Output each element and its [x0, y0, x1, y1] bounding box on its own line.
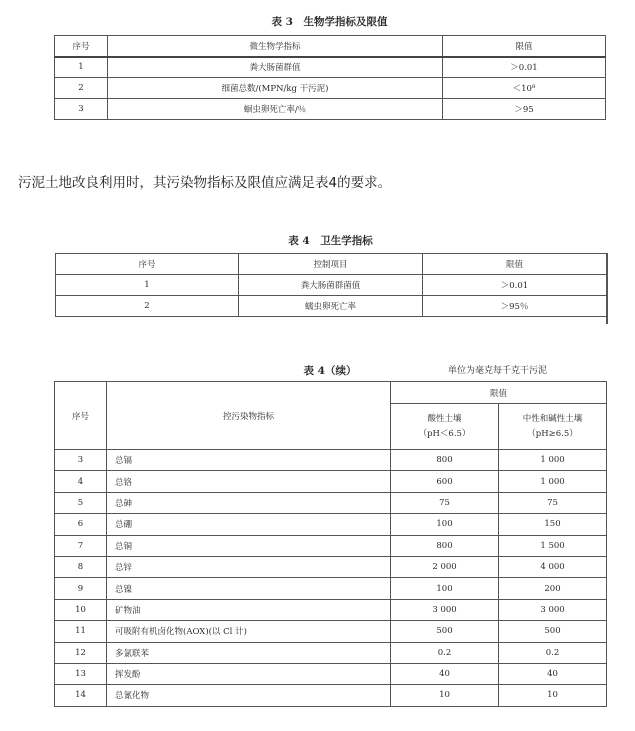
table4-cont-cell-item: 总砷: [107, 492, 391, 513]
table4-cont-cell-no: 9: [55, 578, 107, 599]
table-row: [55, 57, 606, 78]
table3-cell-limit: ＞0.01: [443, 57, 606, 78]
table4-cont-cell-item: 多氯联苯: [107, 642, 391, 663]
table4-cont-cell-alkaline: 1 000: [499, 471, 607, 492]
table4-cont-cell-item: 总氰化物: [107, 685, 391, 706]
table4-cont-cell-alkaline: 10: [499, 685, 607, 706]
table3-caption: 表 3 生物学指标及限值: [271, 16, 388, 28]
table-row: [55, 685, 607, 706]
table4-cont-header-acid-line2: （pH＜6.5）: [418, 428, 471, 439]
table4-cont-cell-no: 5: [55, 492, 107, 513]
table3-cell-item: 粪大肠菌群值: [108, 57, 443, 78]
table3-header-row: [55, 36, 606, 57]
table4-cell-no: 1: [56, 275, 239, 296]
table4-cont-cell-no: 7: [55, 535, 107, 556]
table4-cont-header-limit: 限值: [391, 382, 607, 404]
table3-header-limit: 限值: [443, 36, 606, 57]
table-row: [55, 578, 607, 599]
table4-cont-cell-no: 11: [55, 621, 107, 642]
table4-cont-caption: 表 4（续）: [303, 365, 357, 377]
table4-cont-cell-alkaline: 1 500: [499, 535, 607, 556]
table4-cell-limit: ＞95％: [423, 296, 607, 317]
table4-cont-cell-acid: 3 000: [391, 599, 499, 620]
table4-cont-cell-acid: 800: [391, 535, 499, 556]
table3-cell-limit: ＜10⁸: [443, 78, 606, 99]
table4-cont-cell-acid: 2 000: [391, 556, 499, 577]
table4-cont-cell-acid: 75: [391, 492, 499, 513]
table4-cont-cell-acid: 600: [391, 471, 499, 492]
table4-cont-cell-alkaline: 40: [499, 663, 607, 684]
table4-cont-cell-item: 总硼: [107, 514, 391, 535]
table4-cont-cell-no: 6: [55, 514, 107, 535]
table-row: [56, 296, 607, 317]
table-row: [55, 663, 607, 684]
table3-cell-limit: ＞95: [443, 99, 606, 120]
table-row: [55, 492, 607, 513]
table4-header-limit: 限值: [423, 254, 607, 275]
table4-cont-cell-no: 12: [55, 642, 107, 663]
table4-cont-cell-item: 可吸附有机卤化物(AOX)(以 Cl 计): [107, 621, 391, 642]
table4-cont-cell-item: 总镉: [107, 450, 391, 471]
table4-cont-unit: 单位为毫克每千克干污泥: [448, 366, 548, 376]
table4-cont-cell-acid: 100: [391, 578, 499, 599]
table-row: [55, 471, 607, 492]
table4-cont-body: [55, 450, 607, 707]
table-row: [55, 99, 606, 120]
table3-cell-no: 1: [55, 57, 108, 78]
table4: [55, 253, 607, 317]
table4-cont-cell-acid: 500: [391, 621, 499, 642]
table4-cont-cell-no: 4: [55, 471, 107, 492]
table-row: [55, 535, 607, 556]
table4-header-item: 控制项目: [239, 254, 423, 275]
table-row: [55, 514, 607, 535]
table4-cont-cell-acid: 40: [391, 663, 499, 684]
table4-cont-header-no: 序号: [55, 382, 107, 450]
table3-cell-no: 3: [55, 99, 108, 120]
table4-cont-cell-alkaline: 4 000: [499, 556, 607, 577]
table4-cont-cell-no: 8: [55, 556, 107, 577]
body-paragraph: 污泥土地改良利用时，其污染物指标及限值应满足表4的要求。: [18, 175, 392, 191]
table4-cont-header-alkaline: [499, 404, 607, 450]
table4-cont-header-alkaline-line2: （pH≥6.5）: [527, 428, 578, 439]
table4-cell-no: 2: [56, 296, 239, 317]
table4-cell-item: 蠕虫卵死亡率: [239, 296, 423, 317]
table4-cont-cell-item: 总铜: [107, 535, 391, 556]
table3: [54, 35, 606, 120]
table-row: [55, 450, 607, 471]
table4-cell-item: 粪大肠菌群菌值: [239, 275, 423, 296]
table4-header-no: 序号: [56, 254, 239, 275]
table3-header-no: 序号: [55, 36, 108, 57]
table4-cont-header-row: [55, 382, 607, 404]
table4-cont-cell-acid: 10: [391, 685, 499, 706]
table4-cont-header-item: 控污染物指标: [107, 382, 391, 450]
table4-cont-cell-alkaline: 75: [499, 492, 607, 513]
table4-cont-cell-item: 挥发酚: [107, 663, 391, 684]
table-row: [55, 556, 607, 577]
table-row: [55, 621, 607, 642]
table4-cont-cell-acid: 100: [391, 514, 499, 535]
table3-header-item: 微生物学指标: [108, 36, 443, 57]
table4-cont-header-acid-line1: 酸性土壤: [427, 413, 462, 424]
table4-cont-cell-no: 10: [55, 599, 107, 620]
table4-cont-cell-alkaline: 500: [499, 621, 607, 642]
table4-cell-limit: ＞0.01: [423, 275, 607, 296]
table4-cont-cell-acid: 0.2: [391, 642, 499, 663]
table4-cont-cell-alkaline: 3 000: [499, 599, 607, 620]
table4-cont-cell-no: 14: [55, 685, 107, 706]
table-row: [55, 599, 607, 620]
table3-cell-no: 2: [55, 78, 108, 99]
table4-cont-cell-alkaline: 0.2: [499, 642, 607, 663]
table3-cell-item: 蛔虫卵死亡率/％: [108, 99, 443, 120]
table4-continued: [54, 381, 607, 707]
table-row: [56, 275, 607, 296]
table4-edge-line: [606, 253, 608, 324]
table4-cont-cell-no: 13: [55, 663, 107, 684]
table4-cont-cell-acid: 800: [391, 450, 499, 471]
table4-cont-cell-alkaline: 200: [499, 578, 607, 599]
table4-cont-header-alkaline-line1: 中性和碱性土壤: [522, 413, 583, 424]
table3-cell-item: 细菌总数/(MPN/kg 干污泥): [108, 78, 443, 99]
table4-cont-header-acid: [391, 404, 499, 450]
table4-cont-cell-alkaline: 150: [499, 514, 607, 535]
table4-header-row: [56, 254, 607, 275]
table4-caption: 表 4 卫生学指标: [288, 235, 373, 247]
table-row: [55, 642, 607, 663]
table4-cont-cell-item: 总铬: [107, 471, 391, 492]
table4-cont-cell-item: 矿物油: [107, 599, 391, 620]
table4-cont-cell-no: 3: [55, 450, 107, 471]
table4-cont-cell-alkaline: 1 000: [499, 450, 607, 471]
table4-cont-cell-item: 总镍: [107, 578, 391, 599]
table4-cont-cell-item: 总锌: [107, 556, 391, 577]
table-row: [55, 78, 606, 99]
